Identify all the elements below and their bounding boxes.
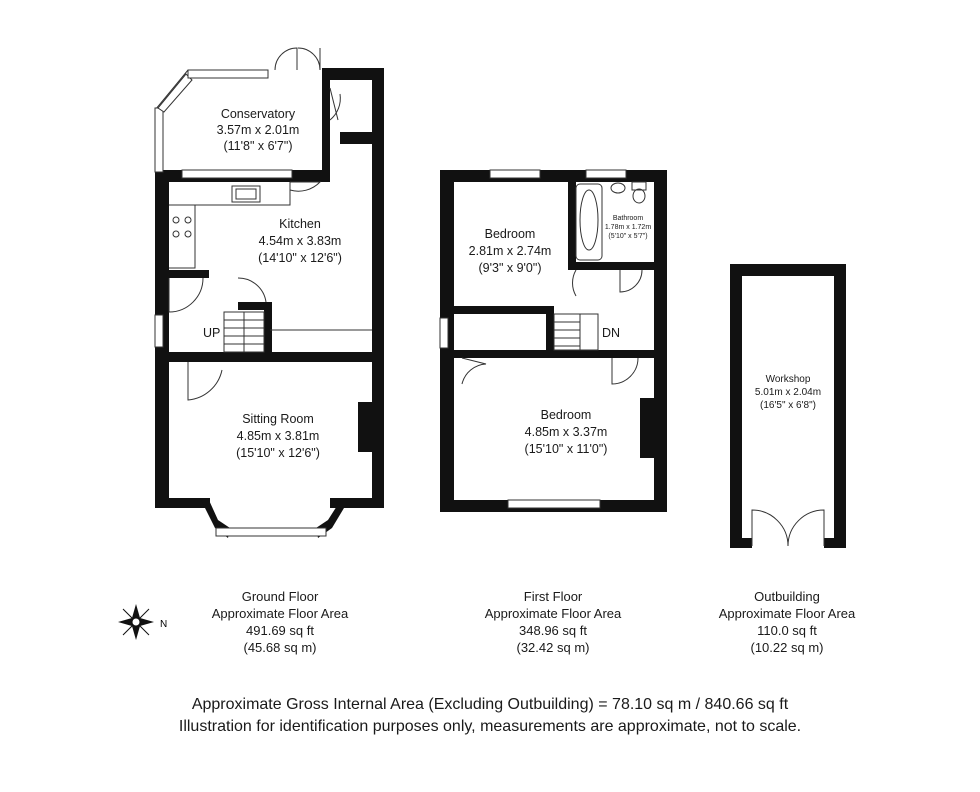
outbuilding-summary: [687, 588, 887, 656]
bathroom-left-wall: [568, 170, 576, 270]
hob-ring: [185, 231, 191, 237]
conservatory-window-corner: [158, 74, 192, 112]
room-name: Bathroom: [612, 215, 644, 222]
side-door: [169, 278, 203, 312]
hall-wall: [169, 270, 209, 278]
room-imperial: (9'3" x 9'0"): [478, 261, 542, 275]
conservatory-door-left: [275, 48, 297, 70]
ground-right-wall: [372, 68, 384, 502]
conservatory-door-right: [298, 48, 320, 70]
bedroom-door-small: [573, 270, 576, 296]
bathroom-window: [586, 170, 626, 178]
ground-stairs: [224, 312, 372, 352]
bedroom-window: [490, 170, 540, 178]
store-door: [330, 88, 340, 120]
conservatory-window-side: [155, 108, 163, 172]
ground-top-wall: [322, 68, 384, 80]
room-name: Bedroom: [484, 227, 536, 241]
floor-area-sqm: (45.68 sq m): [243, 640, 317, 655]
room-metric: 5.01m x 2.04m: [754, 387, 822, 398]
kitchen-door: [290, 182, 320, 191]
conservatory-glazing: [155, 70, 268, 172]
stairs-down-label: DN: [602, 326, 621, 340]
workshop-door-left: [752, 510, 788, 546]
room-imperial: (5'10" x 5'7"): [608, 233, 648, 240]
sink-bowl: [236, 189, 256, 199]
room-imperial: (14'10" x 12'6"): [258, 251, 342, 265]
compass-north-label: N: [160, 619, 168, 630]
workshop-door-right: [788, 510, 824, 546]
counter-side: [169, 205, 195, 268]
floor-title: Outbuilding: [754, 589, 820, 604]
room-name: Sitting Room: [242, 412, 314, 426]
stair-wall-first: [546, 306, 554, 350]
conservatory-window-top: [188, 70, 268, 78]
store-wall: [340, 132, 372, 144]
floor-area-sqm: (32.42 sq m): [516, 640, 590, 655]
room-name: Conservatory: [220, 107, 296, 121]
first-right-wall: [654, 170, 667, 512]
room-label-bedroom-large: [525, 408, 608, 456]
first-top-wall: [440, 170, 667, 182]
room-metric: 3.57m x 2.01m: [216, 123, 300, 137]
conservatory-right-wall: [322, 68, 330, 173]
first-stairs: [554, 314, 598, 350]
landing-window: [440, 318, 448, 348]
floor-caption: Approximate Floor Area: [484, 606, 622, 621]
room-name: Kitchen: [279, 217, 321, 231]
room-label-sitting-room: [236, 412, 320, 460]
kitchen-window: [182, 170, 292, 178]
room-name: Workshop: [765, 374, 811, 385]
floor-area-sqft: 110.0 sq ft: [757, 623, 817, 638]
room-metric: 4.85m x 3.81m: [236, 429, 320, 443]
room-imperial: (15'10" x 11'0"): [524, 442, 608, 456]
chimney-breast: [358, 402, 372, 452]
hob-ring: [173, 217, 179, 223]
room-metric: 4.54m x 3.83m: [258, 234, 342, 248]
floor-area-sqft: 491.69 sq ft: [246, 623, 314, 638]
stair-head-wall: [238, 302, 268, 310]
compass-rose-icon: [118, 604, 154, 640]
room-label-bathroom: [605, 215, 651, 240]
bedroom-door-large: [462, 358, 486, 384]
hob-ring: [173, 231, 179, 237]
hall-door: [238, 278, 266, 302]
first-floor-summary: [453, 588, 653, 656]
ground-floor-plan: [155, 48, 384, 538]
workshop-right-wall: [834, 264, 846, 548]
disclaimer: Illustration for identification purposes only, measurements are approximate, not to scale.: [178, 718, 802, 735]
floor-caption: Approximate Floor Area: [211, 606, 349, 621]
room-name: Bedroom: [540, 408, 592, 422]
floor-title: Ground Floor: [241, 589, 319, 604]
room-imperial: (16'5" x 6'8"): [760, 400, 816, 411]
workshop-bottom-wall-right: [824, 538, 846, 548]
bath-basin: [580, 190, 598, 250]
bathroom-bottom-wall: [568, 262, 654, 270]
landing-partition: [454, 350, 654, 358]
bedroom-window-rear: [508, 500, 600, 508]
floor-area-sqm: (10.22 sq m): [750, 640, 824, 655]
floor-title: First Floor: [523, 589, 583, 604]
room-label-bedroom-small: [469, 227, 552, 275]
room-metric: 2.81m x 2.74m: [468, 244, 552, 258]
floor-area-sqft: 348.96 sq ft: [519, 623, 587, 638]
counter-top: [169, 182, 290, 205]
workshop-left-wall: [730, 264, 742, 548]
floor-caption: Approximate Floor Area: [718, 606, 856, 621]
wc: [633, 189, 645, 203]
hall-window: [155, 315, 163, 347]
room-imperial: (15'10" x 12'6"): [236, 446, 320, 460]
room-metric: 1.78m x 1.72m: [604, 224, 652, 231]
landing-door: [612, 358, 638, 384]
bathroom-door: [620, 270, 642, 292]
sitting-room-door: [188, 362, 222, 400]
room-metric: 4.85m x 3.37m: [524, 425, 608, 439]
ground-floor-summary: [180, 588, 380, 656]
room-label-conservatory: [217, 107, 300, 153]
gross-area-statement: Approximate Gross Internal Area (Excluding Outbuilding) = 78.10 sq m / 840.66 sq ft: [191, 696, 789, 713]
room-imperial: (11'8" x 6'7"): [223, 139, 293, 153]
basin: [611, 183, 625, 193]
bedroom-partition: [454, 306, 554, 314]
chimney-breast-first: [640, 398, 654, 458]
room-label-workshop: [755, 374, 821, 411]
room-label-kitchen: [258, 217, 342, 265]
bay-window: [216, 528, 326, 536]
workshop-top-wall: [730, 264, 846, 276]
stairs-up-label: UP: [203, 326, 221, 340]
hob-ring: [185, 217, 191, 223]
workshop-bottom-wall-left: [730, 538, 752, 548]
